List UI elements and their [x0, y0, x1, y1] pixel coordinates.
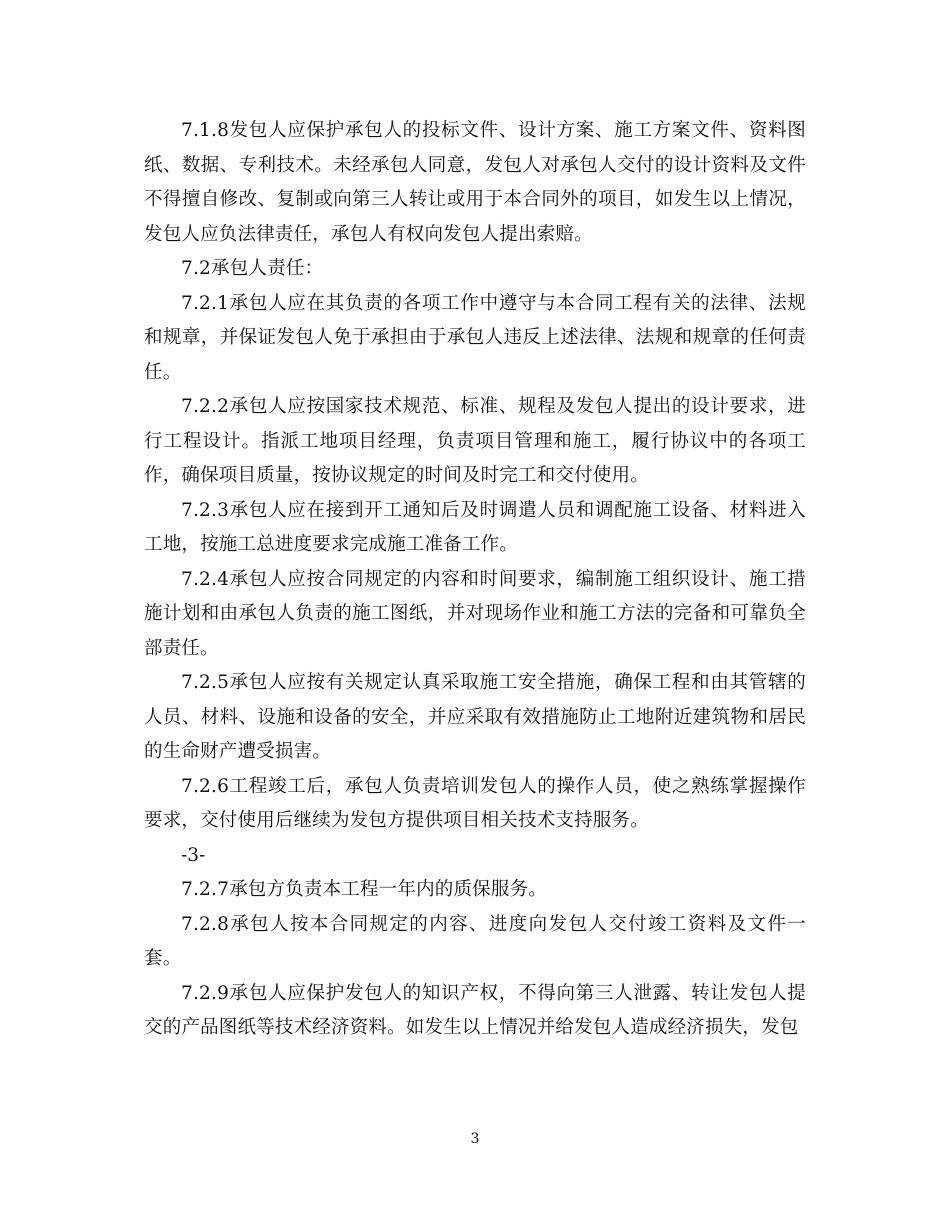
clause-7-2-4: 7.2.4承包人应按合同规定的内容和时间要求，编制施工组织设计、施工措施计划和由承包人负责的施工图纸，并对现场作业和施工方法的完备和可靠负全部责任。: [144, 568, 806, 659]
clause-7-2-9: 7.2.9承包人应保护发包人的知识产权，不得向第三人泄露、转让发包人提交的产品图纸等技术经济资料。如发生以上情况并给发包人造成经济损失，发包: [144, 982, 806, 1038]
clause-7-2-7: 7.2.7承包方负责本工程一年内的质保服务。: [181, 879, 547, 900]
clause-7-1-8: 7.1.8发包人应保护承包人的投标文件、设计方案、施工方案文件、资料图纸、数据、专利技术。未经承包人同意，发包人对承包人交付的设计资料及文件不得擅自修改、复制或向第三人转让或用于本合同外的项目，如发生以上情况，发包人应负法律责任，承包人有权向发包人提出索赔。: [144, 120, 806, 245]
clause-7-2-8: 7.2.8承包人按本合同规定的内容、进度向发包人交付竣工资料及文件一套。: [144, 913, 806, 969]
clause-7-2-3: 7.2.3承包人应在接到开工通知后及时调遣人员和调配施工设备、材料进入工地，按施工总进度要求完成施工准备工作。: [144, 499, 806, 555]
clause-7-2-2: 7.2.2承包人应按国家技术规范、标准、规程及发包人提出的设计要求，进行工程设计。指派工地项目经理，负责项目管理和施工，履行协议中的各项工作，确保项目质量，按协议规定的时间及时完工和交付使用。: [144, 396, 806, 486]
inline-page-marker: -3-: [181, 844, 206, 866]
section-heading-7-2: 7.2承包人责任：: [181, 258, 324, 279]
document-body: [144, 114, 806, 1046]
clause-7-2-1: 7.2.1承包人应在其负责的各项工作中遵守与本合同工程有关的法律、法规和规章，并保证发包人免于承担由于承包人违反上述法律、法规和规章的任何责任。: [144, 292, 806, 383]
clause-7-2-5: 7.2.5承包人应按有关规定认真采取施工安全措施，确保工程和由其管辖的人员、材料、设施和设备的安全，并应采取有效措施防止工地附近建筑物和居民的生命财产遭受损害。: [144, 672, 806, 762]
clause-7-2-6: 7.2.6工程竣工后，承包人负责培训发包人的操作人员，使之熟练掌握操作要求，交付使用后继续为发包方提供项目相关技术支持服务。: [144, 775, 806, 831]
page-number: 3: [470, 1131, 480, 1147]
